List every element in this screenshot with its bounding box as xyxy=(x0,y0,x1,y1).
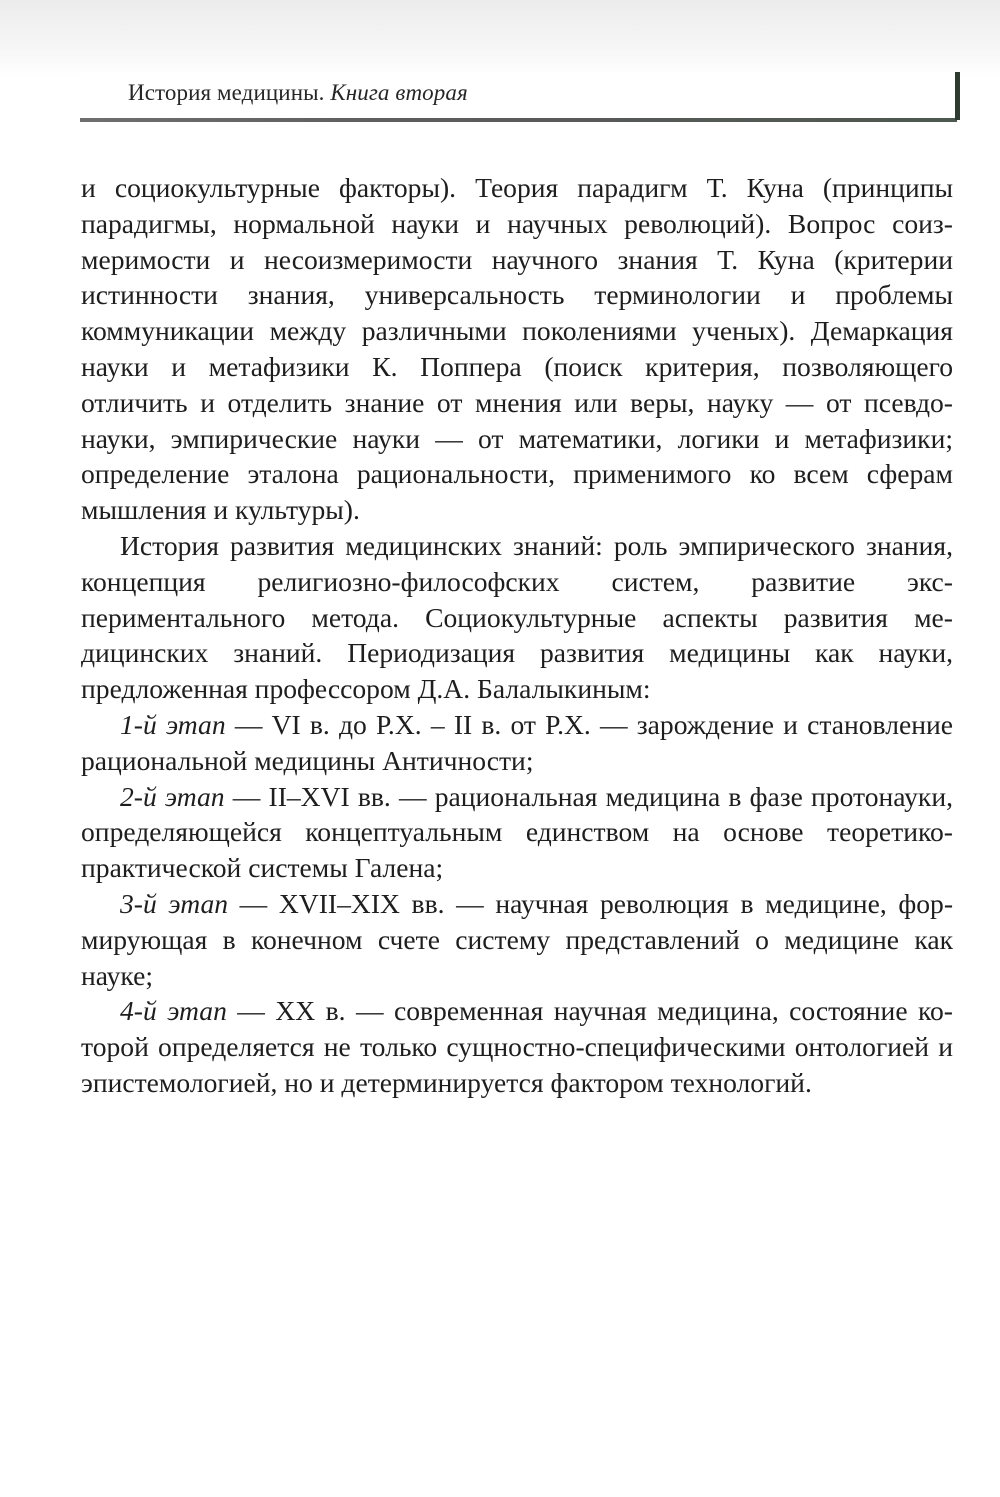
paragraph-history: История развития медицинских знаний: роль эмпирического знания, концепция религиозно-философских систем, развитие экспериментального метода. Социокультурные аспекты развития медицинских знаний. Периодизация развития медицины как науки, предложенная профессором Д.А. Балалыкиным: xyxy=(81,529,953,705)
running-header-title xyxy=(128,80,468,106)
paragraph-continuation: и социокультурные факторы). Теория парадигм Т. Куна (принципы парадигмы, нормальной науки и научных революций). Вопрос соизмеримости и несоизмеримости научного знания Т. Куна (критерии истинности знания, универсальность терминологии и проблемы коммуникации между различными поколениями ученых). Демаркация науки и метафизики К. Поппера (поиск критерия, позволяющего отличить и отделить знание от мнения или веры, науку — от псевдонауки, эмпирические науки — от математики, логики и метафизики; определение эталона рациональности, применимого ко всем сферам мышления и культуры). xyxy=(81,172,953,526)
running-header xyxy=(80,72,960,120)
stage-2-text: — II–XVI вв. — рациональная медицина в фазе протонауки, определяющейся концептуальным единством на основе теоретико-практической системы Галена; xyxy=(81,780,954,884)
header-rule xyxy=(80,118,957,122)
stage-2-label: 2-й этап xyxy=(120,780,225,812)
stage-1 xyxy=(81,707,953,779)
stage-4-text: — XX в. — современная научная медицина, состояние которой определяется не только сущностно-специфическими онтологией и эпистемологией, но и детерминируется фактором технологий. xyxy=(81,995,953,1098)
stage-4 xyxy=(81,993,953,1100)
stage-4-label: 4-й этап xyxy=(120,995,227,1027)
stage-3 xyxy=(81,886,953,993)
book-title: История медицины. xyxy=(128,80,325,105)
stage-3-label: 3-й этап xyxy=(120,887,229,919)
stage-2 xyxy=(81,779,953,886)
main-text xyxy=(81,170,953,1101)
page-top-shadow xyxy=(0,0,1000,78)
stage-1-text: — VI в. до Р.Х. – II в. от Р.Х. — зарождение и становление рациональной медицины Античности; xyxy=(81,708,954,776)
stage-3-text: — XVII–XIX вв. — научная революция в медицине, формирующая в конечном счете систему представлений о медицине как науке; xyxy=(81,887,954,991)
stage-1-label: 1-й этап xyxy=(120,708,226,740)
book-volume: Книга вторая xyxy=(330,80,468,105)
